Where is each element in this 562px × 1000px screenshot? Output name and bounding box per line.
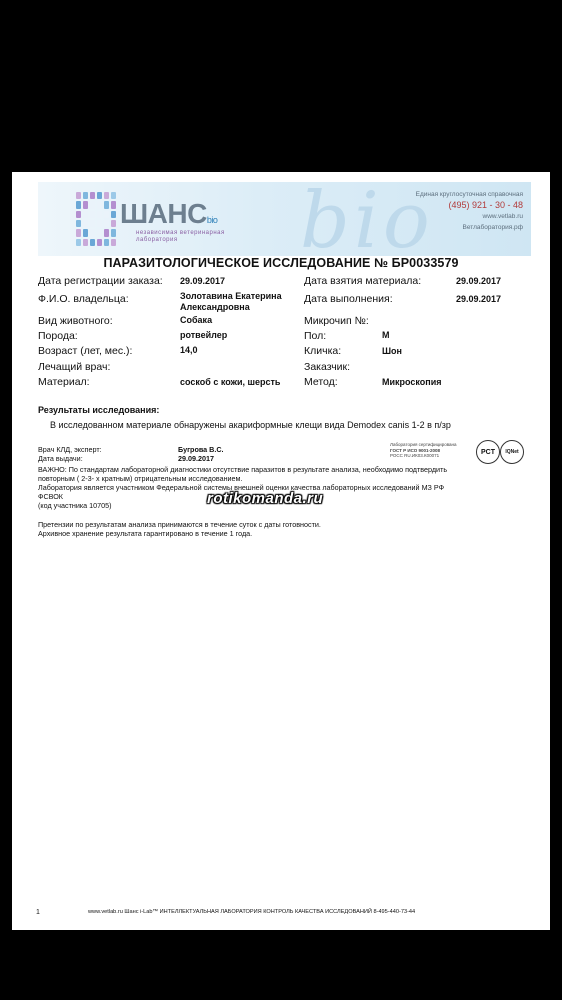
footer-text: www.vetlab.ru Шанс i-Lab™ ИНТЕЛЛЕКТУАЛЬНАЯ ЛАБОРАТОРИЯ КОНТРОЛЬ КАЧЕСТВА ИССЛЕДОВАНИЙ 8-495-440-73-44: [88, 909, 416, 915]
age-value: 14,0: [180, 345, 198, 355]
lab-brand-tagline: независимая ветеринарная лаборатория: [136, 230, 225, 243]
material-label: Материал:: [38, 376, 90, 388]
sample-date-value: 29.09.2017: [456, 276, 502, 286]
lab-header-banner: [38, 182, 531, 256]
bio-watermark: bio: [300, 182, 434, 256]
lab-contacts: Единая круглосуточная справочная (495) 921 - 30 - 48 www.vetlab.ru Ветлаборатория.рф: [415, 191, 523, 231]
document-title: ПАРАЗИТОЛОГИЧЕСКОЕ ИССЛЕДОВАНИЕ № БР0033579: [103, 256, 459, 270]
lab-brand-name: ШАНСbio: [120, 198, 218, 229]
species-label: Вид животного:: [38, 315, 113, 327]
done-date-value: 29.09.2017: [456, 294, 502, 304]
sex-label: Пол:: [304, 330, 327, 342]
species-value: Собака: [180, 315, 213, 325]
sample-date-label: Дата взятия материала:: [304, 275, 422, 287]
results-title: Результаты исследования:: [38, 405, 160, 415]
document-page: [12, 172, 550, 930]
doctor-label: Лечащий врач:: [38, 361, 111, 373]
certification-stamp: Лаборатория сертифицирована ГОСТ Р ИСО 9001-2008 РОСС RU.ИК03.К00071: [390, 442, 457, 458]
iqnet-mark-icon: IQNet: [500, 440, 524, 464]
site-watermark: rotikomanda.ru: [207, 490, 324, 507]
sex-value: М: [382, 330, 390, 340]
page-number: 1: [36, 909, 40, 916]
issue-date-value: 29.09.2017: [178, 454, 214, 463]
owner-label: Ф.И.О. владельца:: [38, 293, 129, 305]
owner-value-line2: Александровна: [180, 302, 250, 312]
customer-label: Заказчик:: [304, 361, 351, 373]
lab-logo-icon: [76, 192, 116, 246]
chip-label: Микрочип №:: [304, 315, 369, 327]
pet-name-value: Шон: [382, 346, 402, 356]
owner-value-line1: Золотавина Екатерина: [180, 291, 282, 301]
method-label: Метод:: [304, 376, 338, 388]
claims-notice: Претензии по результатам анализа принимаются в течение суток с даты готовности. Архивное хранение результата гарантировано в течение 1 года.: [38, 520, 321, 538]
important-notice: ВАЖНО: По стандартам лабораторной диагностики отсутствие паразитов в результате анализа, необходимо подтвердить повторным ( 2-3- х кратным) отрицательным исследованием. Лаборатория является участником Федеральной системы внешней оценки качества лабораторных исследований МЗ РФ ФСВОК (код участника 10705): [38, 465, 448, 510]
material-value: соскоб с кожи, шерсть: [180, 377, 281, 387]
done-date-label: Дата выполнения:: [304, 293, 393, 305]
method-value: Микроскопия: [382, 377, 442, 387]
breed-value: ротвейлер: [180, 330, 228, 340]
results-text: В исследованном материале обнаружены акариформные клещи вида Demodex canis 1-2 в п/зр: [50, 420, 451, 430]
issue-date-label: Дата выдачи:: [38, 454, 83, 463]
signature-doctor-value: Бугрова В.С.: [178, 445, 224, 454]
reg-date-label: Дата регистрации заказа:: [38, 275, 163, 287]
pct-certification-mark-icon: PCT: [476, 440, 500, 464]
age-label: Возраст (лет, мес.):: [38, 345, 133, 357]
pet-name-label: Кличка:: [304, 345, 342, 357]
reg-date-value: 29.09.2017: [180, 276, 226, 286]
signature-doctor-label: Врач КЛД, эксперт:: [38, 445, 102, 454]
breed-label: Порода:: [38, 330, 78, 342]
